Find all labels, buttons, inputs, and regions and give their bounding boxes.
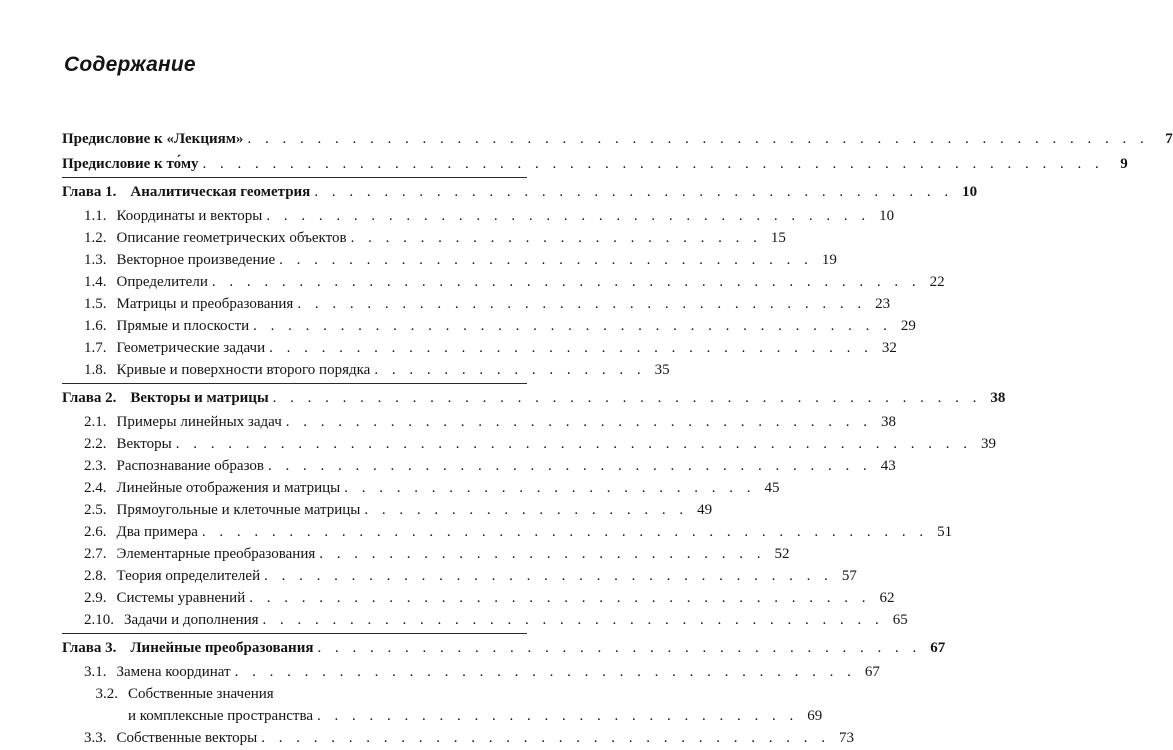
section-number: 1.7. [84, 340, 107, 356]
toc-entry-title: Матрицы и преобразования [116, 296, 294, 312]
leader-dots: . . . . . . . . . . . . . . . . . . . . . . . . . . . . . . . . . . [285, 414, 872, 430]
leader-dots: . . . . . . . . . . . . . . . . [374, 362, 646, 378]
toc-entry-page: 35 [654, 362, 670, 378]
toc-entry-page: 10 [879, 208, 895, 224]
section-number: 2.7. [84, 546, 107, 562]
section-number: 1.4. [84, 274, 107, 290]
leader-dots: . . . . . . . . . . . . . . . . . . . . . . . . . . . . . . . . . . . . [262, 612, 884, 628]
toc-entry-title: Системы уравнений [116, 590, 246, 606]
toc-entry-title: Прямые и плоскости [116, 318, 250, 334]
toc-entry-title: Замена координат [116, 664, 231, 680]
leader-dots: . . . . . . . . . . . . . . . . . . . . . . . . . . . . . . . . . [261, 730, 830, 746]
toc-entry-title: Векторы [116, 436, 172, 452]
toc-entry-page: 51 [937, 524, 953, 540]
toc-preface-lectures[interactable] [62, 130, 1173, 148]
toc-section-2-8[interactable] [84, 567, 857, 585]
toc-section-1-8[interactable] [84, 361, 670, 379]
section-number: 3.2. [95, 686, 118, 702]
chapter-label: Глава 1. [62, 184, 117, 200]
toc-section-2-7[interactable] [84, 545, 790, 563]
toc-section-2-3[interactable] [84, 457, 896, 475]
leader-dots: . . . . . . . . . . . . . . . . . . . . . . . . [344, 480, 756, 496]
toc-section-1-2[interactable] [84, 229, 786, 247]
chapter-label: Глава 2. [62, 390, 117, 406]
toc-entry-title: Примеры линейных задач [116, 414, 282, 430]
toc-entry-page: 43 [880, 458, 896, 474]
toc-section-3-1[interactable] [84, 663, 880, 681]
leader-dots: . . . . . . . . . . . . . . . . . . . . . . . . . . . . . . . . . . . . . . . . . . . . . . . . . . . . [247, 131, 1149, 147]
leader-dots: . . . . . . . . . . . . . . . . . . . . . . . . . . . . . . . . . [264, 568, 833, 584]
toc-entry-page: 23 [875, 296, 891, 312]
toc-section-3-3[interactable] [84, 729, 854, 747]
section-number: 2.4. [84, 480, 107, 496]
toc-entry-page: 49 [697, 502, 713, 518]
leader-dots: . . . . . . . . . . . . . . . . . . . . . . . . . . . . . . . . . . . [268, 458, 872, 474]
section-number: 3.1. [84, 664, 107, 680]
toc-entry-page: 38 [990, 390, 1006, 406]
section-number: 2.5. [84, 502, 107, 518]
leader-dots: . . . . . . . . . . . . . . . . . . . . . . . . . . . . . . . . . . . . [234, 664, 856, 680]
toc-entry-page: 38 [880, 414, 896, 430]
section-number: 2.10. [84, 612, 114, 628]
toc-entry-title: Предисловие к то́му [62, 156, 199, 172]
toc-entry-page: 7 [1165, 131, 1173, 147]
toc-entry-title: Линейные преобразования [130, 640, 314, 656]
toc-entry-page: 62 [879, 590, 895, 606]
toc-entry-page: 32 [881, 340, 897, 356]
toc-section-2-6[interactable] [84, 523, 953, 541]
toc-section-1-1[interactable] [84, 207, 895, 225]
section-number: 1.8. [84, 362, 107, 378]
toc-entry-title: Задачи и дополнения [124, 612, 259, 628]
section-number: 1.3. [84, 252, 107, 268]
leader-dots: . . . . . . . . . . . . . . . . . . . . . . . . . . . . . . . . . . . . . . . . . . . . . . [175, 436, 972, 452]
section-number: 1.5. [84, 296, 107, 312]
toc-section-1-3[interactable] [84, 251, 837, 269]
leader-dots: . . . . . . . . . . . . . . . . . . . . . . . . . . . . . . . . . . . [266, 208, 871, 224]
toc-entry-page: 65 [892, 612, 908, 628]
leader-dots: . . . . . . . . . . . . . . . . . . . . . . . . [350, 230, 762, 246]
toc-entry-page: 19 [821, 252, 837, 268]
section-number: 2.8. [84, 568, 107, 584]
toc-entry-title: Распознавание образов [116, 458, 265, 474]
toc-entry-title: Два примера [116, 524, 198, 540]
toc-entry-title: Собственные векторы [116, 730, 258, 746]
toc-entry-page: 67 [864, 664, 880, 680]
toc-section-2-1[interactable] [84, 413, 896, 431]
toc-entry-title: Кривые и поверхности второго порядка [116, 362, 371, 378]
toc-entry-page: 52 [774, 546, 790, 562]
toc-chapter-1[interactable] [62, 183, 978, 201]
section-number: 1.6. [84, 318, 107, 334]
toc-entry-page: 10 [962, 184, 978, 200]
divider [62, 177, 527, 178]
section-number: 2.1. [84, 414, 107, 430]
leader-dots: . . . . . . . . . . . . . . . . . . . . . . . . . . . . . . . . . . . [317, 640, 922, 656]
chapter-label: Глава 3. [62, 640, 117, 656]
toc-entry-page: 39 [980, 436, 996, 452]
toc-section-1-5[interactable] [84, 295, 891, 313]
toc-entry-page: 22 [929, 274, 945, 290]
toc-entry-title: Описание геометрических объектов [116, 230, 347, 246]
toc-entry-title: Геометрические задачи [116, 340, 266, 356]
section-number: 1.1. [84, 208, 107, 224]
toc-entry-page: 29 [900, 318, 916, 334]
toc-entry-page: 73 [838, 730, 854, 746]
leader-dots: . . . . . . . . . . . . . . . . . . . [364, 502, 689, 518]
leader-dots: . . . . . . . . . . . . . . . . . . . . . . . . . . . . . . . . . . . . . . . . . [272, 390, 982, 406]
leader-dots: . . . . . . . . . . . . . . . . . . . . . . . . . . . . . . . . . . . . [249, 590, 871, 606]
toc-section-1-4[interactable] [84, 273, 945, 291]
leader-dots: . . . . . . . . . . . . . . . . . . . . . . . . . . . . . . . . . . . . . . . . . . [201, 524, 929, 540]
toc-entry-title: Собственные значения [128, 686, 274, 702]
section-number: 1.2. [84, 230, 107, 246]
toc-entry-page: 57 [841, 568, 857, 584]
toc-entry-title-cont: и комплексные пространства [128, 708, 314, 724]
page-title: Содержание [64, 53, 196, 76]
leader-dots: . . . . . . . . . . . . . . . . . . . . . . . . . . . . . . . . . . . . . [253, 318, 892, 334]
leader-dots: . . . . . . . . . . . . . . . . . . . . . . . . . . . . . . . . . [297, 296, 867, 312]
section-number: 2.3. [84, 458, 107, 474]
leader-dots: . . . . . . . . . . . . . . . . . . . . . . . . . . . . . . . . . . . [269, 340, 873, 356]
toc-entry-title: Прямоугольные и клеточные матрицы [116, 502, 361, 518]
toc-section-3-2-cont[interactable] [128, 707, 823, 725]
toc-entry-title: Линейные отображения и матрицы [116, 480, 341, 496]
toc-entry-title: Векторы и матрицы [130, 390, 269, 406]
leader-dots: . . . . . . . . . . . . . . . . . . . . . . . . . . . . [317, 708, 799, 724]
leader-dots: . . . . . . . . . . . . . . . . . . . . . . . . . . . . . . . . . . . . . . . . . . . . . . . . . . . . [202, 156, 1104, 172]
toc-entry-page: 9 [1120, 156, 1128, 172]
toc-entry-page: 15 [770, 230, 786, 246]
section-number: 2.2. [84, 436, 107, 452]
divider [62, 633, 527, 634]
toc-chapter-3[interactable] [62, 639, 946, 657]
toc-entry-title: Координаты и векторы [116, 208, 263, 224]
toc-entry-title: Теория определителей [116, 568, 261, 584]
leader-dots: . . . . . . . . . . . . . . . . . . . . . . . . . . . . . . . . . . . . . . . . . [211, 274, 921, 290]
toc-entry-title: Определители [116, 274, 208, 290]
toc-section-2-5[interactable] [84, 501, 713, 519]
toc-section-2-2[interactable] [84, 435, 996, 453]
toc-section-1-7[interactable] [84, 339, 897, 357]
section-number: 2.9. [84, 590, 107, 606]
toc-section-1-6[interactable] [84, 317, 916, 335]
toc-section-3-2[interactable] [84, 685, 334, 703]
toc-entry-title: Векторное произведение [116, 252, 276, 268]
leader-dots: . . . . . . . . . . . . . . . . . . . . . . . . . . . . . . . [279, 252, 813, 268]
toc-section-2-4[interactable] [84, 479, 780, 497]
toc-section-2-9[interactable] [84, 589, 895, 607]
toc-entry-title: Предисловие к «Лекциям» [62, 131, 244, 147]
toc-entry-title: Элементарные преобразования [116, 546, 316, 562]
toc-entry-page: 67 [930, 640, 946, 656]
toc-preface-volume[interactable] [62, 155, 1128, 173]
divider [62, 383, 527, 384]
toc-chapter-2[interactable] [62, 389, 1006, 407]
leader-dots: . . . . . . . . . . . . . . . . . . . . . . . . . . [319, 546, 766, 562]
toc-entry-page: 45 [764, 480, 780, 496]
leader-dots: . . . . . . . . . . . . . . . . . . . . . . . . . . . . . . . . . . . . . [314, 184, 954, 200]
section-number: 2.6. [84, 524, 107, 540]
toc-entry-page: 69 [807, 708, 823, 724]
toc-entry-title: Аналитическая геометрия [130, 184, 311, 200]
section-number: 3.3. [84, 730, 107, 746]
toc-section-2-10[interactable] [84, 611, 908, 629]
